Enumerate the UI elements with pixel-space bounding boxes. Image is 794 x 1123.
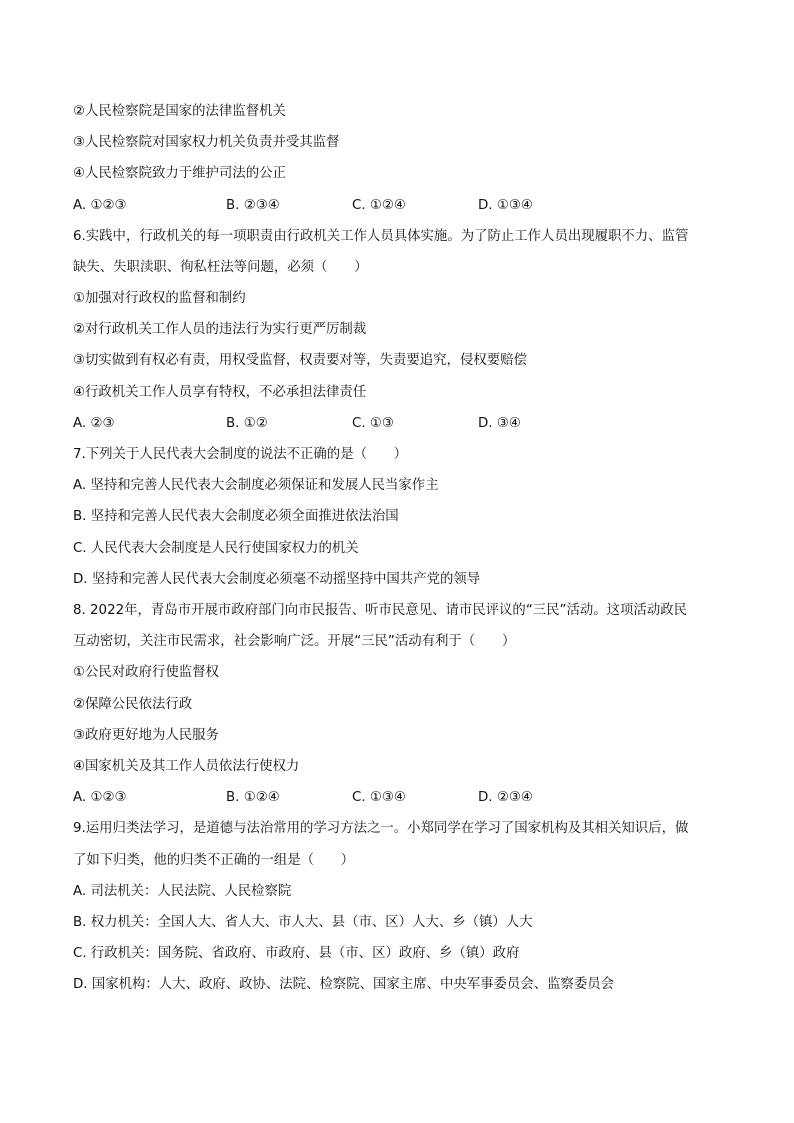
q9-stem-line-2: 了如下归类，他的归类不正确的一组是（ ） [73,853,355,868]
q6-stem-line-2: 缺失、失职渎职、徇私枉法等问题，必须（ ） [73,260,368,275]
q7-option-d[interactable]: D. 坚持和完善人民代表大会制度必须毫不动摇坚持中国共产党的领导 [73,572,481,587]
q9-stem-line-1: 9.运用归类法学习，是道德与法治常用的学习方法之一。小郑同学在学习了国家机构及其相关知识后，做 [73,821,689,836]
q8-stem-line-1: 8. 2022年，青岛市开展市政府部门向市民报告、听市民意见、请市民评议的“三民”活动。这项活动政民 [73,603,687,618]
q8-stem-line-2: 互动密切，关注市民需求，社会影响广泛。开展“三民”活动有利于（ ） [73,634,516,649]
q6-stem-line-1: 6.实践中，行政机关的每一项职责由行政机关工作人员具体实施。为了防止工作人员出现履职不力、监管 [73,229,689,244]
q8-statement-3: ③政府更好地为人民服务 [73,728,219,743]
q5-statement-4: ④人民检察院致力于维护司法的公正 [73,166,286,181]
q6-option-d[interactable]: D. ③④ [478,416,521,431]
q9-option-c[interactable]: C. 行政机关：国务院、省政府、市政府、县（市、区）政府、乡（镇）政府 [73,946,520,961]
q5-option-c[interactable]: C. ①②④ [352,198,406,213]
q5-option-d[interactable]: D. ①③④ [478,198,533,213]
q8-statement-2: ②保障公民依法行政 [73,697,193,712]
q7-option-a[interactable]: A. 坚持和完善人民代表大会制度必须保证和发展人民当家作主 [73,478,439,493]
q6-option-b[interactable]: B. ①② [226,416,268,431]
q6-statement-3: ③切实做到有权必有责，用权受监督，权责要对等，失责要追究，侵权要赔偿 [73,353,527,368]
q5-option-a[interactable]: A. ①②③ [73,198,127,213]
q5-statement-2: ②人民检察院是国家的法律监督机关 [73,104,286,119]
q9-option-a[interactable]: A. 司法机关：人民法院、人民检察院 [73,884,292,899]
q5-option-b[interactable]: B. ②③④ [226,198,280,213]
q6-option-a[interactable]: A. ②③ [73,416,115,431]
q8-option-c[interactable]: C. ①③④ [352,790,406,805]
q8-statement-1: ①公民对政府行使监督权 [73,665,219,680]
q7-stem: 7.下列关于人民代表大会制度的说法不正确的是（ ） [73,447,408,462]
q7-option-b[interactable]: B. 坚持和完善人民代表大会制度必须全面推进依法治国 [73,509,399,524]
q8-statement-4: ④国家机关及其工作人员依法行使权力 [73,759,300,774]
q9-option-d[interactable]: D. 国家机构：人大、政府、政协、法院、检察院、国家主席、中央军事委员会、监察委员会 [73,977,615,992]
q6-statement-1: ①加强对行政权的监督和制约 [73,291,246,306]
q8-option-a[interactable]: A. ①②③ [73,790,127,805]
q6-statement-2: ②对行政机关工作人员的违法行为实行更严厉制裁 [73,322,367,337]
q6-statement-4: ④行政机关工作人员享有特权，不必承担法律责任 [73,385,367,400]
q8-option-b[interactable]: B. ①②④ [226,790,280,805]
q7-option-c[interactable]: C. 人民代表大会制度是人民行使国家权力的机关 [73,541,359,556]
q8-option-d[interactable]: D. ②③④ [478,790,533,805]
q5-statement-3: ③人民检察院对国家权力机关负责并受其监督 [73,135,340,150]
q6-option-c[interactable]: C. ①③ [352,416,394,431]
q9-option-b[interactable]: B. 权力机关：全国人大、省人大、市人大、县（市、区）人大、乡（镇）人大 [73,915,533,930]
